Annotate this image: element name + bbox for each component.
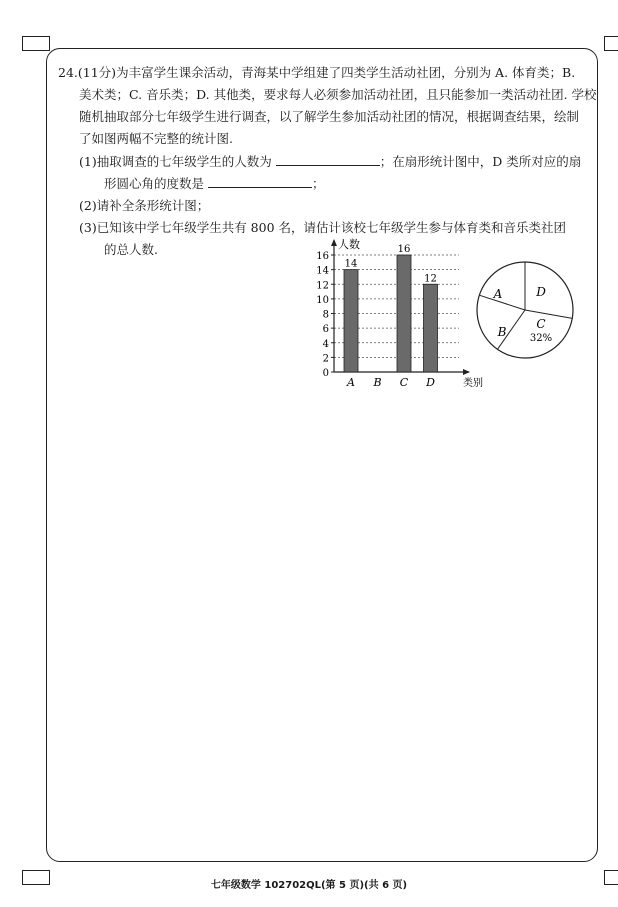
part-3-line-2: 的总人数. (104, 242, 158, 257)
part-1-text-a: (1)抽取调查的七年级学生的人数为 (79, 154, 272, 169)
pie-slice-label-B: B (497, 325, 507, 339)
bar-value-label: 14 (344, 258, 358, 270)
x-tick-label: B (373, 376, 382, 389)
y-tick-label: 12 (316, 280, 329, 292)
y-tick-label: 6 (322, 324, 329, 336)
pie-slice-label-D: D (536, 285, 546, 299)
bar-value-label: 16 (397, 244, 411, 255)
corner-mark-top-left (22, 36, 50, 51)
question-score: (11分) (77, 65, 117, 80)
corner-mark-top-right (604, 36, 618, 51)
x-tick-label: A (347, 376, 355, 389)
answer-box (46, 48, 598, 862)
question-line-1 (58, 64, 575, 81)
pie-slice-label-A: A (493, 287, 503, 301)
part-1-text-b: ；在扇形统计图中，D 类所对应的扇 (379, 154, 582, 169)
x-tick-label: D (426, 376, 435, 389)
pie-chart (470, 265, 580, 375)
bar-A (344, 270, 358, 372)
question-stem-4: 了如图两幅不完整的统计图. (79, 131, 233, 146)
x-axis-title: 类别 (463, 378, 483, 389)
pie-slice-label-C: C (536, 317, 546, 331)
y-axis-arrow (331, 239, 337, 246)
y-tick-label: 0 (322, 368, 329, 379)
y-tick-label: 16 (316, 251, 329, 262)
y-tick-label: 8 (322, 309, 329, 321)
question-stem-2: 美术类；C. 音乐类；D. 其他类，要求每人必须参加活动社团，且只能参加一类活动社团. 学校 (79, 87, 597, 102)
y-tick-label: 10 (316, 294, 329, 306)
bar-value-label: 12 (424, 273, 437, 285)
part-1-text-c: 形圆心角的度数是 (104, 176, 205, 191)
bar-chart (312, 238, 492, 388)
bar-D (424, 284, 438, 372)
y-tick-label: 14 (316, 265, 329, 277)
y-axis-title: 人数 (338, 238, 360, 251)
part-3-line-1: (3)已知该中学七年级学生共有 800 名，请估计该校七年级学生参与体育类和音乐类社团 (79, 220, 567, 235)
question-stem-1: 为丰富学生课余活动，青海某中学组建了四类学生活动社团，分别为 A. 体育类；B. (116, 65, 576, 80)
question-number: 24. (58, 65, 78, 80)
answer-blank-angle[interactable] (208, 175, 312, 188)
question-stem-3: 随机抽取部分七年级学生进行调查，以了解学生参加活动社团的情况，根据调查结果，绘制 (79, 109, 580, 124)
part-1-line-2 (104, 175, 325, 192)
part-2-text: (2)请补全条形统计图； (79, 198, 210, 213)
part-1-text-d: ； (312, 176, 325, 191)
y-tick-label: 2 (322, 353, 329, 365)
page-footer: 七年级数学 102702QL(第 5 页)(共 6 页) (210, 880, 408, 891)
answer-blank-count[interactable] (276, 153, 380, 166)
x-axis-arrow (463, 369, 470, 375)
part-1-line-1 (79, 153, 581, 170)
x-tick-label: C (399, 376, 409, 389)
pie-slice-percent-C: 32% (529, 333, 553, 344)
y-tick-label: 4 (322, 338, 329, 350)
bar-C (397, 255, 411, 372)
